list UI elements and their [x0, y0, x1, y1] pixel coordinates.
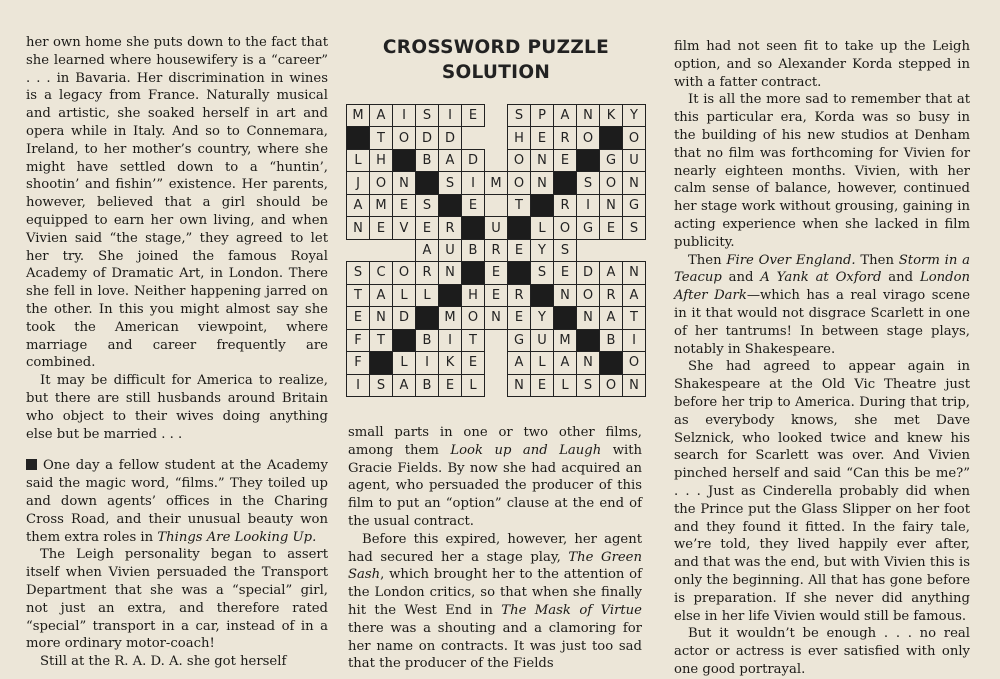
grid-letter-cell: A [507, 351, 531, 374]
grid-letter-cell: B [415, 149, 439, 172]
grid-letter-cell: D [415, 126, 439, 149]
grid-gap [369, 239, 393, 262]
grid-letter-cell: E [507, 306, 531, 329]
grid-letter-cell: G [599, 149, 623, 172]
grid-letter-cell: I [392, 104, 416, 127]
grid-letter-cell: S [438, 171, 462, 194]
grid-letter-cell: E [415, 216, 439, 239]
grid-letter-cell: E [484, 261, 508, 284]
grid-letter-cell: R [507, 284, 531, 307]
grid-letter-cell: D [461, 149, 485, 172]
film-title: Fire Over England. [726, 252, 856, 268]
grid-letter-cell: B [599, 329, 623, 352]
grid-letter-cell: G [507, 329, 531, 352]
grid-black-square [530, 194, 554, 217]
grid-letter-cell: S [507, 104, 531, 127]
grid-letter-cell: A [415, 239, 439, 262]
grid-letter-cell: M [369, 194, 393, 217]
grid-letter-cell: A [599, 261, 623, 284]
grid-letter-cell: E [392, 194, 416, 217]
grid-letter-cell: A [622, 284, 646, 307]
grid-black-square [415, 171, 439, 194]
grid-letter-cell: K [438, 351, 462, 374]
grid-letter-cell: O [622, 351, 646, 374]
grid-letter-cell: L [392, 351, 416, 374]
grid-letter-cell: A [599, 306, 623, 329]
paragraph-text: Then [688, 252, 727, 268]
grid-gap [484, 126, 508, 149]
paragraph: film had not seen fit to take up the Leigh option, and so Alexander Korda stepped in with a fatter contract. [674, 39, 970, 90]
grid-letter-cell: B [415, 374, 439, 397]
grid-letter-cell: O [576, 284, 600, 307]
paragraph-text: —which has a real virago scene in it that would not disgrace Scarlett in one of her tantrums! In between stage plays, notably in Shakespeare. [674, 288, 970, 357]
grid-letter-cell: S [576, 374, 600, 397]
grid-letter-cell: N [622, 171, 646, 194]
play-title: The Mask of Virtue [501, 602, 642, 618]
grid-black-square [553, 171, 577, 194]
grid-gap [392, 239, 416, 262]
grid-letter-cell: I [622, 329, 646, 352]
grid-black-square [392, 329, 416, 352]
grid-black-square [530, 284, 554, 307]
film-title: Look up and Laugh [450, 442, 602, 458]
grid-letter-cell: H [507, 126, 531, 149]
grid-letter-cell: E [484, 284, 508, 307]
grid-letter-cell: P [530, 104, 554, 127]
grid-black-square [438, 284, 462, 307]
paragraph: It may be difficult for America to realize, but there are still husbands around Britain who object to their wives doing anything else but be married . . . [26, 373, 328, 442]
paragraph-text: and [721, 270, 761, 286]
paragraph-text: , which brought her to the attention of the London critics, so that when she finally hit the West End in [348, 567, 642, 618]
grid-letter-cell: R [415, 261, 439, 284]
grid-letter-cell: T [369, 329, 393, 352]
grid-letter-cell: I [461, 171, 485, 194]
grid-black-square [507, 216, 531, 239]
grid-letter-cell: I [415, 351, 439, 374]
grid-letter-cell: F [346, 329, 370, 352]
puzzle-title [348, 35, 644, 85]
paragraph: Still at the R. A. D. A. she got herself [40, 654, 287, 670]
grid-letter-cell: R [553, 126, 577, 149]
grid-letter-cell: A [553, 351, 577, 374]
grid-letter-cell: Y [622, 104, 646, 127]
film-title: Storm in a Teacup [674, 252, 971, 286]
grid-letter-cell: A [392, 374, 416, 397]
paragraph: The Leigh personality began to assert itself when Vivien persuaded the Transport Department that she was a “special” girl, not just an extra, and therefore rated “special” transport in a car, instead of in a more ordinary motor-coach! [26, 547, 328, 652]
grid-letter-cell: U [622, 149, 646, 172]
grid-letter-cell: N [553, 284, 577, 307]
grid-letter-cell: O [507, 149, 531, 172]
grid-letter-cell: A [553, 104, 577, 127]
grid-letter-cell: I [576, 194, 600, 217]
grid-letter-cell: N [392, 171, 416, 194]
grid-letter-cell: N [530, 149, 554, 172]
grid-letter-cell: N [346, 216, 370, 239]
grid-letter-cell: R [599, 284, 623, 307]
grid-letter-cell: Y [530, 239, 554, 262]
right-column [674, 38, 970, 679]
grid-letter-cell: R [438, 216, 462, 239]
grid-letter-cell: E [461, 351, 485, 374]
grid-letter-cell: K [599, 104, 623, 127]
grid-letter-cell: U [438, 239, 462, 262]
grid-letter-cell: T [369, 126, 393, 149]
grid-letter-cell: E [599, 216, 623, 239]
grid-letter-cell: F [346, 351, 370, 374]
grid-letter-cell: N [369, 306, 393, 329]
grid-letter-cell: I [346, 374, 370, 397]
crossword-grid [346, 104, 645, 396]
grid-letter-cell: I [438, 329, 462, 352]
grid-gap [484, 329, 508, 352]
grid-letter-cell: A [346, 194, 370, 217]
grid-gap [484, 374, 508, 397]
grid-letter-cell: L [392, 284, 416, 307]
grid-letter-cell: T [507, 194, 531, 217]
grid-letter-cell: E [346, 306, 370, 329]
grid-letter-cell: T [622, 306, 646, 329]
grid-letter-cell: U [484, 216, 508, 239]
grid-black-square [576, 149, 600, 172]
grid-letter-cell: E [461, 194, 485, 217]
grid-letter-cell: J [346, 171, 370, 194]
grid-letter-cell: O [553, 216, 577, 239]
grid-letter-cell: R [484, 239, 508, 262]
grid-letter-cell: B [415, 329, 439, 352]
grid-letter-cell: L [415, 284, 439, 307]
grid-black-square [438, 194, 462, 217]
grid-letter-cell: A [369, 284, 393, 307]
grid-black-square [392, 149, 416, 172]
grid-gap [576, 239, 600, 262]
grid-letter-cell: S [415, 104, 439, 127]
grid-letter-cell: H [461, 284, 485, 307]
grid-letter-cell: S [553, 239, 577, 262]
paragraph: But it wouldn’t be enough . . . no real actor or actress is ever satisfied with only one good portrayal. [674, 626, 970, 677]
grid-black-square [507, 261, 531, 284]
grid-gap [346, 239, 370, 262]
grid-letter-cell: N [622, 374, 646, 397]
grid-letter-cell: L [530, 351, 554, 374]
grid-black-square [461, 261, 485, 284]
grid-letter-cell: O [392, 261, 416, 284]
grid-letter-cell: O [599, 374, 623, 397]
grid-letter-cell: M [438, 306, 462, 329]
grid-letter-cell: T [346, 284, 370, 307]
grid-letter-cell: N [530, 171, 554, 194]
grid-letter-cell: G [622, 194, 646, 217]
grid-letter-cell: L [530, 216, 554, 239]
grid-letter-cell: E [553, 149, 577, 172]
grid-letter-cell: O [507, 171, 531, 194]
grid-letter-cell: L [346, 149, 370, 172]
grid-letter-cell: O [392, 126, 416, 149]
grid-letter-cell: H [369, 149, 393, 172]
paragraph [348, 531, 642, 673]
paragraph-text: Then [855, 252, 899, 268]
film-title: A Yank at Oxford [760, 270, 882, 286]
grid-letter-cell: T [461, 329, 485, 352]
grid-letter-cell: S [530, 261, 554, 284]
grid-letter-cell: S [346, 261, 370, 284]
grid-letter-cell: M [346, 104, 370, 127]
grid-letter-cell: I [438, 104, 462, 127]
grid-gap [484, 149, 508, 172]
grid-letter-cell: G [576, 216, 600, 239]
grid-letter-cell: O [369, 171, 393, 194]
paragraph [26, 457, 328, 546]
paragraph-text: One day a fellow student at the Academy said the magic word, “films.” They toiled up and down agents’ offices in the Charing Cross Road, and their unusual beauty won them extra roles in [26, 458, 328, 545]
grid-letter-cell: C [369, 261, 393, 284]
film-title: Things Are Looking Up. [157, 529, 317, 545]
grid-gap [484, 104, 508, 127]
grid-letter-cell: S [369, 374, 393, 397]
grid-letter-cell: E [461, 104, 485, 127]
grid-gap [484, 194, 508, 217]
grid-black-square [599, 126, 623, 149]
paragraph-text: with Gracie Fields. By now she had acquired an agent, who persuaded the producer of this film to put an “option” clause at the end of the usual contract. [348, 442, 642, 529]
grid-black-square [461, 216, 485, 239]
grid-letter-cell: E [369, 216, 393, 239]
grid-letter-cell: D [438, 126, 462, 149]
grid-letter-cell: E [530, 374, 554, 397]
grid-letter-cell: A [369, 104, 393, 127]
grid-letter-cell: E [530, 126, 554, 149]
paragraph-text: and [881, 270, 920, 286]
play-title: The Green Sash [348, 549, 642, 583]
grid-letter-cell: V [392, 216, 416, 239]
grid-black-square [346, 126, 370, 149]
grid-letter-cell: Y [530, 306, 554, 329]
grid-letter-cell: N [622, 261, 646, 284]
grid-letter-cell: M [553, 329, 577, 352]
grid-letter-cell: O [599, 171, 623, 194]
grid-letter-cell: E [507, 239, 531, 262]
paragraph: She had agreed to appear again in Shakespeare at the Old Vic Theatre just before her trip to America. During that trip, as everybody knows, she met Dave Selznick, who looked twice and knew his search for Scarlett was over. And Vivien pinched herself and said “Can this be me?” . . . Just as Cinderella probably did when the Prince put the Glass Slipper on her foot and they found it fitted. In the fairy tale, we’re told, they lived happily ever after, and that was the end, but with Vivien this is only the beginning. All that has gone before is preparation. If she never did anything else in her life Vivien would still be famous. [674, 359, 970, 624]
grid-letter-cell: A [438, 149, 462, 172]
grid-gap [484, 351, 508, 374]
grid-letter-cell: S [622, 216, 646, 239]
paragraph [674, 252, 970, 359]
grid-black-square [369, 351, 393, 374]
grid-letter-cell: N [576, 351, 600, 374]
grid-letter-cell: N [576, 104, 600, 127]
left-column [26, 34, 328, 671]
grid-letter-cell: E [553, 261, 577, 284]
grid-black-square [576, 329, 600, 352]
grid-gap [461, 126, 485, 149]
paragraph-text: small parts in one or two other films, among them [348, 425, 642, 458]
grid-letter-cell: S [415, 194, 439, 217]
grid-gap [599, 239, 623, 262]
grid-black-square [553, 306, 577, 329]
grid-black-square [415, 306, 439, 329]
grid-letter-cell: N [438, 261, 462, 284]
grid-letter-cell: O [576, 126, 600, 149]
grid-letter-cell: R [553, 194, 577, 217]
grid-black-square [599, 351, 623, 374]
grid-letter-cell: M [484, 171, 508, 194]
grid-letter-cell: S [576, 171, 600, 194]
middle-column [348, 424, 642, 673]
paragraph [348, 424, 642, 531]
grid-letter-cell: D [392, 306, 416, 329]
paragraph-text: Before this expired, however, her agent had secured her a stage play, [348, 531, 642, 565]
grid-letter-cell: U [530, 329, 554, 352]
grid-gap [622, 239, 646, 262]
puzzle-title-line: SOLUTION [441, 62, 551, 83]
paragraph-text: there was a shouting and a clamoring for her name on contracts. It was just too sad that the producer of the Fields [348, 620, 642, 672]
grid-letter-cell: O [622, 126, 646, 149]
paragraph: her own home she puts down to the fact that she learned where housewifery is a “career” . . . in Bavaria. Her discrimination in wines is a legacy from France. Naturally musical and artistic, she soaked herself in art and opera while in Italy. And so to Connemara, Ireland, to her mother’s country, where she might have settled down to a “huntin’, shootin’ and fishin’” existence. Her parents, however, believed that a girl should be equipped to earn her own living, and when Vivien said “the stage,” they agreed to let her try. She joined the famous Royal Academy of Dramatic Art, in London. There she fell in love. Neither happening jarred on the other. In this you might almost say she took the American viewpoint, where marriage and career frequently are combined. [26, 35, 328, 371]
grid-letter-cell: N [484, 306, 508, 329]
grid-letter-cell: N [599, 194, 623, 217]
grid-letter-cell: O [461, 306, 485, 329]
grid-letter-cell: L [553, 374, 577, 397]
grid-letter-cell: N [507, 374, 531, 397]
grid-letter-cell: L [461, 374, 485, 397]
grid-letter-cell: E [438, 374, 462, 397]
grid-letter-cell: B [461, 239, 485, 262]
section-bullet-icon [26, 459, 37, 470]
grid-letter-cell: N [576, 306, 600, 329]
paragraph: It is all the more sad to remember that at this particular era, Korda was so busy in the building of his new studios at Denham that no film was forthcoming for Vivien for nearly eighteen months. Vivien, with her calm sense of balance, however, continued her stage work without grousing, gaining in acting experience when she lacked in film publicity. [674, 92, 970, 250]
film-title: London After Dark [674, 270, 971, 304]
grid-letter-cell: D [576, 261, 600, 284]
puzzle-title-line: CROSSWORD PUZZLE [382, 37, 610, 58]
